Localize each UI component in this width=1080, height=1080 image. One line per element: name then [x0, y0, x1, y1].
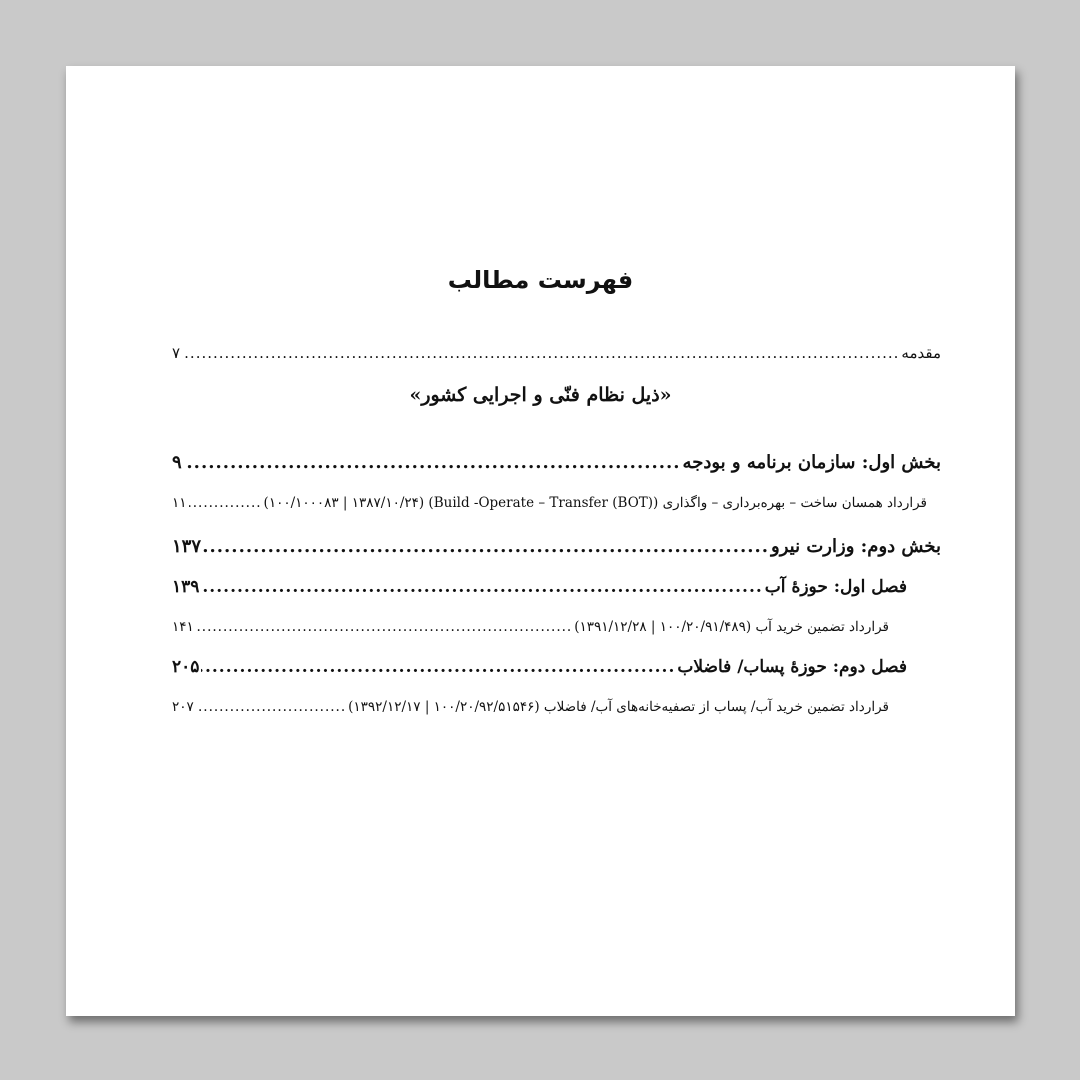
toc-entry-label: قرارداد تضمین خرید آب/ پساب از تصفیه‌خانه‌های آب/ فاضلاب (۱۰۰/۲۰/۹۲/۵۱۵۴۶ | ۱۳۹۲/۱۲/۱۷) [348, 699, 889, 715]
toc-entry-label: بخش اول: سازمان برنامه و بودجه [682, 452, 941, 473]
toc-page-number: ۲۰۵ [172, 657, 200, 677]
toc-entry-label: فصل اول: حوزهٔ آب [764, 577, 907, 597]
dot-leader [203, 536, 769, 557]
toc-entry-label: فصل دوم: حوزهٔ پساب/ فاضلاب [677, 657, 907, 677]
toc-entry-wastewater-contract [172, 699, 889, 715]
toc-entry-part-1 [172, 452, 941, 473]
dot-leader [182, 344, 899, 362]
toc-entry-label: قرارداد همسان ساخت – بهره‌برداری – واگذاری (Build -Operate – Transfer (BOT)) (۱۰۰/۱۰۰۰۸۳ | ۱۳۸۷/۱۰/۲۴) [263, 495, 927, 511]
toc-entry-chapter-1 [172, 577, 907, 597]
toc-entry-chapter-2 [172, 657, 907, 677]
section-subtitle: «ذیل نظام فنّی و اجرایی کشور» [409, 384, 672, 406]
toc-page-number: ۹ [172, 452, 182, 473]
toc-page-number: ۲۰۷ [172, 699, 194, 715]
toc-entry-bot-contract [172, 495, 927, 511]
toc-entry-part-2 [172, 536, 941, 557]
page-title: فهرست مطالب [447, 266, 634, 294]
toc-page-number: ۱۱ [172, 495, 187, 511]
dot-leader [201, 657, 675, 677]
toc-entry-label: بخش دوم: وزارت نیرو [771, 536, 941, 557]
dot-leader [189, 495, 262, 511]
toc-page-number: ۱۴۱ [172, 619, 194, 635]
toc-entry-label: قرارداد تضمین خرید آب (۱۰۰/۲۰/۹۱/۴۸۹ | ۱۳۹۱/۱۲/۲۸) [574, 619, 889, 635]
dot-leader [184, 452, 681, 473]
dot-leader [196, 619, 572, 635]
toc-page-number: ۱۳۹ [172, 577, 200, 597]
dot-leader [196, 699, 346, 715]
dot-leader [201, 577, 762, 597]
toc-entry-label: مقدمه [901, 344, 941, 362]
toc-page-number: ۱۳۷ [172, 536, 202, 557]
toc-page-number: ۷ [172, 344, 181, 362]
toc-entry-intro [172, 344, 941, 362]
document-page [66, 66, 1015, 1016]
toc-entry-water-contract [172, 619, 889, 635]
